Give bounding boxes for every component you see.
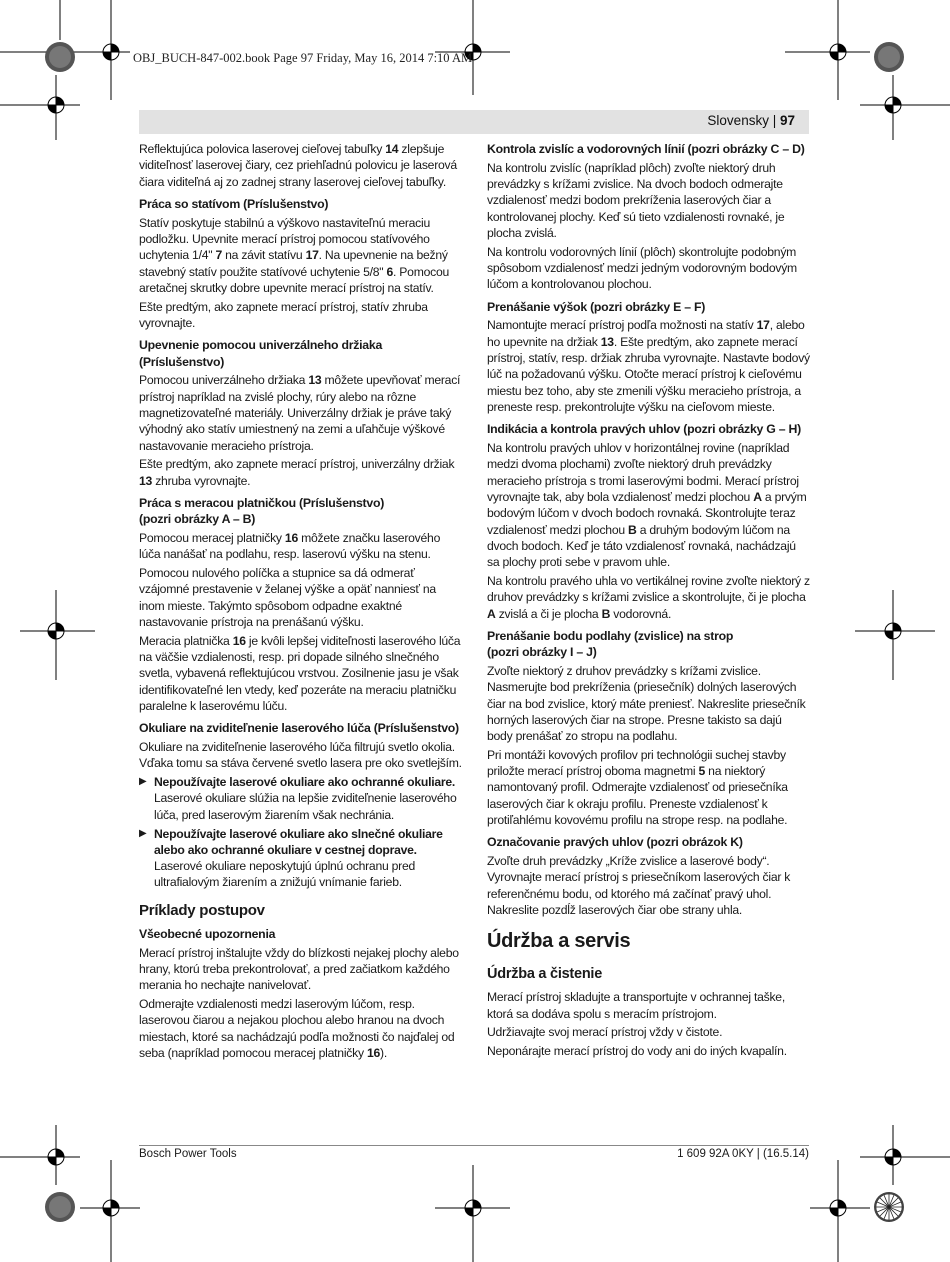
heading-priklady: Príklady postupov xyxy=(139,901,265,919)
paragraph: Zvoľte druh prevádzky „Kríže zvislice a laserové body“. Vyrovnajte merací prístroj s priesečníkom laserových čiar k referenčnému bodu, od ktorého má začínať pravý uhol. Nakreslite pozdĺž laserových čiar obe strany uhla. xyxy=(487,854,791,918)
paragraph: Udržiavajte svoj merací prístroj vždy v čistote. xyxy=(487,1025,723,1040)
heading-line: (Príslušenstvo) xyxy=(139,354,225,369)
paragraph: Odmerajte vzdialenosti medzi laserovým lúčom, resp. laserovou čiarou a nejakou plochou alebo hranou na dvoch miestach, ktoré sa nachádzajú podľa možnosti čo najďalej od seba (napríklad pomocou meracej platničky 16). xyxy=(139,996,455,1060)
header-language: Slovensky xyxy=(707,113,769,128)
heading-okuliare: Okuliare na zviditeľnenie laserového lúča (Príslušenstvo) xyxy=(139,721,459,736)
paragraph: Merací prístroj inštalujte vždy do blízkosti nejakej plochy alebo hrany, ktorú treba prekontrolovať, a pred začiatkom každého merania ho nechajte nanivelovať. xyxy=(139,945,459,993)
heading-vysky: Prenášanie výšok (pozri obrázky E – F) xyxy=(487,299,706,314)
footer-right: 1 609 92A 0KY | (16.5.14) xyxy=(677,1148,809,1160)
heading-vseob: Všeobecné upozornenia xyxy=(139,926,276,941)
bullet-text: Laserové okuliare neposkytujú úplnú ochranu pred ultrafialovým žiarením a znižujú vnímanie farieb. xyxy=(154,859,416,890)
paragraph: Merací prístroj skladujte a transportujte v ochrannej taške, ktorá sa dodáva spolu s meracím prístrojom. xyxy=(487,990,785,1021)
paragraph: Pomocou univerzálneho držiaka 13 môžete upevňovať merací prístroj napríklad na zvislé plochy, rúry alebo na rôzne magnetizovateľné materiály. Univerzálny držiak je práve taký výhodný ako statív umiestnený na zemi a uľahčuje výškové nastavovanie meracieho prístroja. xyxy=(139,373,461,453)
paragraph: Pomocou nulového políčka a stupnice sa dá odmerať vzájomné prestavenie v želanej výške a opäť nanniesť na inom mieste. Takýmto spôsobom odpadne exaktné nastavovanie prístroja na prenášanú výšku. xyxy=(139,566,436,630)
heading-line: Prenášanie bodu podlahy (zvislice) na strop xyxy=(487,628,734,643)
print-slug: OBJ_BUCH-847-002.book Page 97 Friday, May 16, 2014 7:10 AM xyxy=(133,51,473,65)
paragraph: Reflektujúca polovica laserovej cieľovej tabuľky 14 zlepšuje viditeľnosť laserovej čiary, cez priehľadnú polovicu je laserová čiara viditeľná aj zo zadnej strany laserovej cieľovej tabuľky. xyxy=(139,142,457,189)
footer-rule xyxy=(139,1145,809,1146)
right-column xyxy=(487,141,810,1062)
paragraph: Statív poskytuje stabilnú a výškovo nastaviteľnú meraciu podložku. Upevnite merací prístroj pomocou statívového uchytenia 1/4" 7 na závit statívu 17. Na upevnenie na bežný stavebný statív použite statívové uchytenie 5/8" 6. Pomocou aretačnej skrutky dobre upevnite merací prístroj na statív. xyxy=(139,215,450,295)
heading-stativ: Práca so statívom (Príslušenstvo) xyxy=(139,196,329,211)
heading-line: Práca s meracou platničkou (Príslušenstvo) xyxy=(139,495,385,510)
paragraph: Ešte predtým, ako zapnete merací prístroj, univerzálny držiak 13 zhruba vyrovnajte. xyxy=(139,457,455,488)
heading-udrzba: Údržba a servis xyxy=(487,930,631,953)
running-header xyxy=(707,113,795,128)
footer-left: Bosch Power Tools xyxy=(139,1148,237,1160)
paragraph: Na kontrolu vodorovných línií (plôch) skontrolujte podobným spôsobom vzdialenosť medzi jedným vodorovným bodovým lúčom a kontrolovanou plochou. xyxy=(487,244,797,292)
heading-drziak xyxy=(139,337,462,370)
heading-line: (pozri obrázky I – J) xyxy=(487,645,597,660)
heading-uhly: Indikácia a kontrola pravých uhlov (pozri obrázky G – H) xyxy=(487,422,801,437)
paragraph: Zvoľte niektorý z druhov prevádzky s krížami zvislice. Nasmerujte bod prekríženia (priesečník) dolných laserových čiar na bod zvislice, ktorý máte preniesť. Nakreslite priesečník horných laserových čiar na strope. Presne takisto sa dajú body prenášať zo stropu na podlahu. xyxy=(487,663,806,744)
heading-zvislice: Kontrola zvislíc a vodorovných línií (pozri obrázky C – D) xyxy=(487,142,805,156)
paragraph: Neponárajte merací prístroj do vody ani do iných kvapalín. xyxy=(487,1044,787,1059)
heading-bod xyxy=(487,628,810,661)
warning-bullet xyxy=(139,774,462,823)
paragraph: Pomocou meracej platničky 16 môžete značku laserového lúča nanášať na podlahu, resp. laserovú výšku na stenu. xyxy=(139,531,441,562)
paragraph: Na kontrolu pravého uhla vo vertikálnej rovine zvoľte niektorý z druhov prevádzky s krížami zvislice a skontrolujte, či je plocha A zvislá a či je plocha B vodorovná. xyxy=(487,573,810,621)
heading-line: (pozri obrázky A – B) xyxy=(139,512,256,527)
paragraph: Na kontrolu pravých uhlov v horizontálnej rovine (napríklad medzi dvoma plochami) zvoľte niektorý druh prevádzky meracieho prístroja s tromi laserovými bodmi. Merací prístroj vyrovnajte tak, aby bola vzdialenosť medzi plochou A a prvým bodovým lúčom v dvoch bodoch rovnaká. Skontrolujte teraz vzdialenosť medzi plochou B a druhým bodovým lúčom na dvoch bodoch. Keď je táto vzdialenosť rovnaká, nachádzajú sa plochy proti sebe v pravom uhle. xyxy=(487,441,807,570)
paragraph: Meracia platnička 16 je kvôli lepšej viditeľnosti laserového lúča na väčšie vzdialenosti, resp. pri dopade silného slnečného svetla, vybavená reflektujúcou vrstvou. Zosilnenie jasu je však identifikovateľné len vtedy, keď pozeráte na meraciu platničku paralelne k laserovému lúču. xyxy=(139,633,461,713)
heading-cistenie: Údržba a čistenie xyxy=(487,966,603,983)
paragraph: Na kontrolu zvislíc (napríklad plôch) zvoľte niektorý druh prevádzky s krížami zvislice. Na dvoch bodoch odmerajte vzdialenosť medzi bodom prekríženia laserových čiar a kontrolovanej plochy. Keď sú tieto vzdialenosti rovnaké, je plocha zvislá. xyxy=(487,160,785,240)
heading-platnicka xyxy=(139,495,462,528)
page-number: 97 xyxy=(779,113,795,128)
paragraph: Ešte predtým, ako zapnete merací prístroj, statív zhruba vyrovnajte. xyxy=(139,299,428,330)
bullet-text: Laserové okuliare slúžia na lepšie zviditeľnenie laserového lúča, pred laserovým žiarením však nechránia. xyxy=(154,791,457,822)
bullet-bold: Nepoužívajte laserové okuliare ako ochranné okuliare. xyxy=(154,775,456,790)
warning-bullet xyxy=(139,826,462,891)
triangle-right-icon: ▶ xyxy=(139,776,147,788)
header-separator: | xyxy=(768,113,780,128)
left-column xyxy=(139,141,462,1064)
heading-oznac: Označovanie pravých uhlov (pozri obrázok K) xyxy=(487,835,743,850)
heading-line: Upevnenie pomocou univerzálneho držiaka xyxy=(139,338,383,353)
paragraph: Okuliare na zviditeľnenie laserového lúča filtrujú svetlo okolia. Vďaka tomu sa stáva červené svetlo lasera pre oko svetlejším. xyxy=(139,740,462,771)
paragraph: Pri montáži kovových profilov pri technológii suchej stavby priložte merací prístroj oboma magnetmi 5 na niektorý namontovaný profil. Odmerajte vzdialenosť od priesečníka laserových čiar k okraju profilu. Preneste vzdialenosť k protiľahlému kovovému profilu na strope resp. na podlahe. xyxy=(487,747,788,828)
page-header xyxy=(139,110,809,134)
paragraph: Namontujte merací prístroj podľa možnosti na statív 17, alebo ho upevnite na držiak 13. Ešte predtým, ako zapnete merací prístroj, statív, resp. držiak zhruba vyrovnajte. Nastavte bodový lúč na požadovanú výšku. Otočte merací prístroj k cieľovému miestu bez toho, aby ste zmenili výšku meracieho prístroja, a preneste resp. prekontrolujte výšku na cieľovom mieste. xyxy=(487,318,810,414)
triangle-right-icon: ▶ xyxy=(139,827,147,839)
bullet-bold: Nepoužívajte laserové okuliare ako slnečné okuliare alebo ako ochranné okuliare v cestnej doprave. xyxy=(154,826,443,857)
